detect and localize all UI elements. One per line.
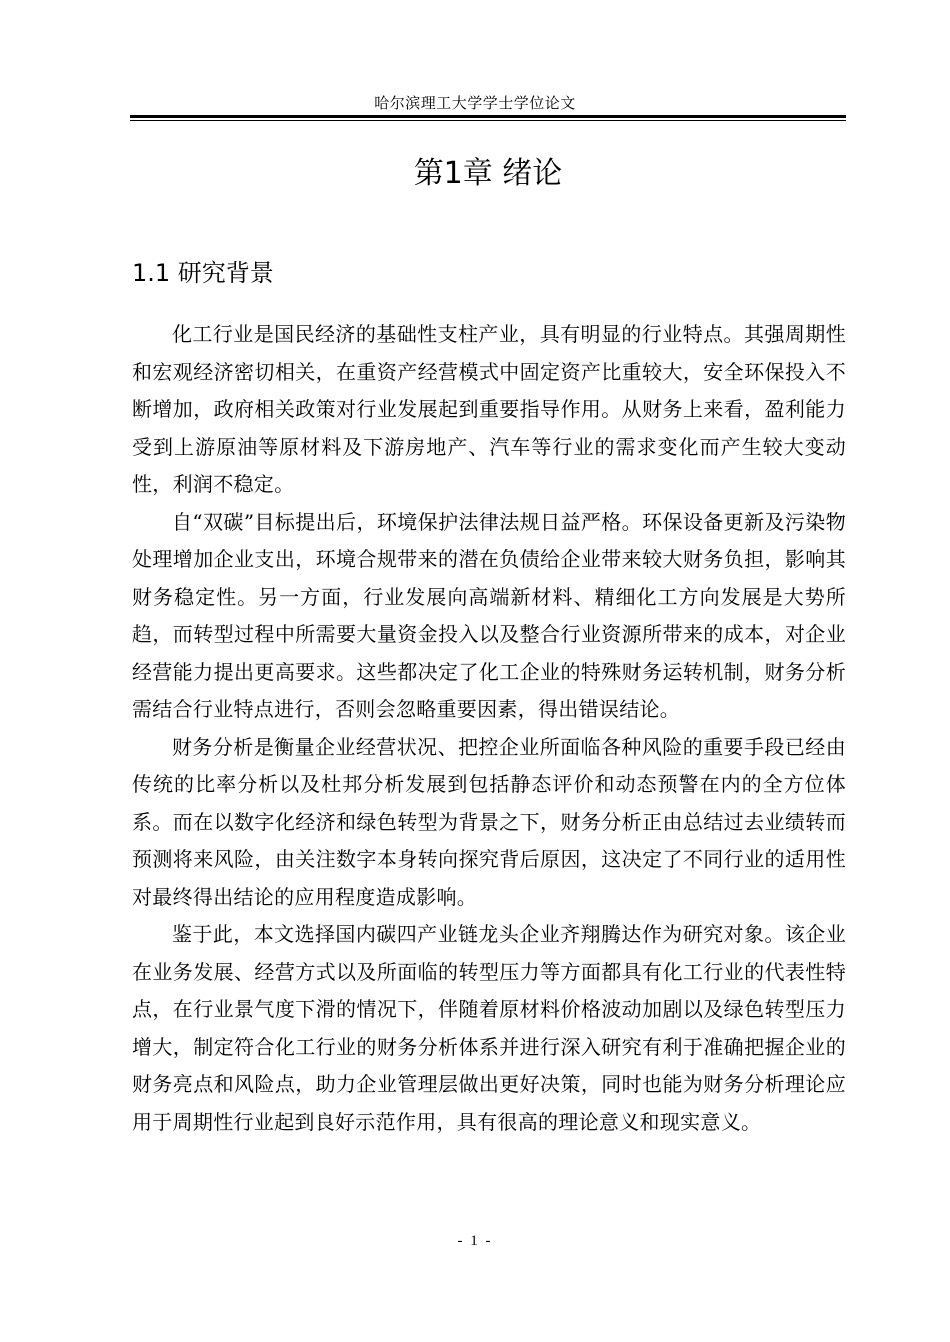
section-title: 1.1 研究背景 — [132, 259, 274, 287]
paragraph-1: 化工行业是国民经济的基础性支柱产业，具有明显的行业特点。其强周期性和宏观经济密切相关，在重资产经营模式中固定资产比重较大，安全环保投入不断增加，政府相关政策对行业发展起到重要指导作用。从财务上来看，盈利能力受到上游原油等原材料及下游房地产、汽车等行业的需求变化而产生较大变动性，利润不稳定。 — [132, 322, 846, 496]
running-header: 哈尔滨理工大学学士学位论文 — [374, 94, 576, 112]
body-text — [132, 316, 846, 1141]
header-rule-thick — [130, 115, 846, 118]
header-rule-thin — [130, 120, 846, 121]
paragraph-2: 自“双碳”目标提出后，环境保护法律法规日益严格。环保设备更新及污染物处理增加企业支出，环境合规带来的潜在负债给企业带来较大财务负担，影响其财务稳定性。另一方面，行业发展向高端新材料、精细化工方向发展是大势所趋，而转型过程中所需要大量资金投入以及整合行业资源所带来的成本，对企业经营能力提出更高要求。这些都决定了化工企业的特殊财务运转机制，财务分析需结合行业特点进行，否则会忽略重要因素，得出错误结论。 — [132, 509, 846, 721]
page-number: - 1 - — [457, 1233, 493, 1249]
chapter-title: 第1章 绪论 — [413, 156, 563, 191]
paragraph-3: 财务分析是衡量企业经营状况、把控企业所面临各种风险的重要手段已经由传统的比率分析以及杜邦分析发展到包括静态评价和动态预警在内的全方位体系。而在以数字化经济和绿色转型为背景之下，财务分析正由总结过去业绩转而预测将来风险，由关注数字本身转向探究背后原因，这决定了不同行业的适用性对最终得出结论的应用程度造成影响。 — [132, 734, 846, 909]
paragraph-4: 鉴于此，本文选择国内碳四产业链龙头企业齐翔腾达作为研究对象。该企业在业务发展、经营方式以及所面临的转型压力等方面都具有化工行业的代表性特点，在行业景气度下滑的情况下，伴随着原材料价格波动加剧以及绿色转型压力增大，制定符合化工行业的财务分析体系并进行深入研究有利于准确把握企业的财务亮点和风险点，助力企业管理层做出更好决策，同时也能为财务分析理论应用于周期性行业起到良好示范作用，具有很高的理论意义和现实意义。 — [132, 922, 846, 1134]
